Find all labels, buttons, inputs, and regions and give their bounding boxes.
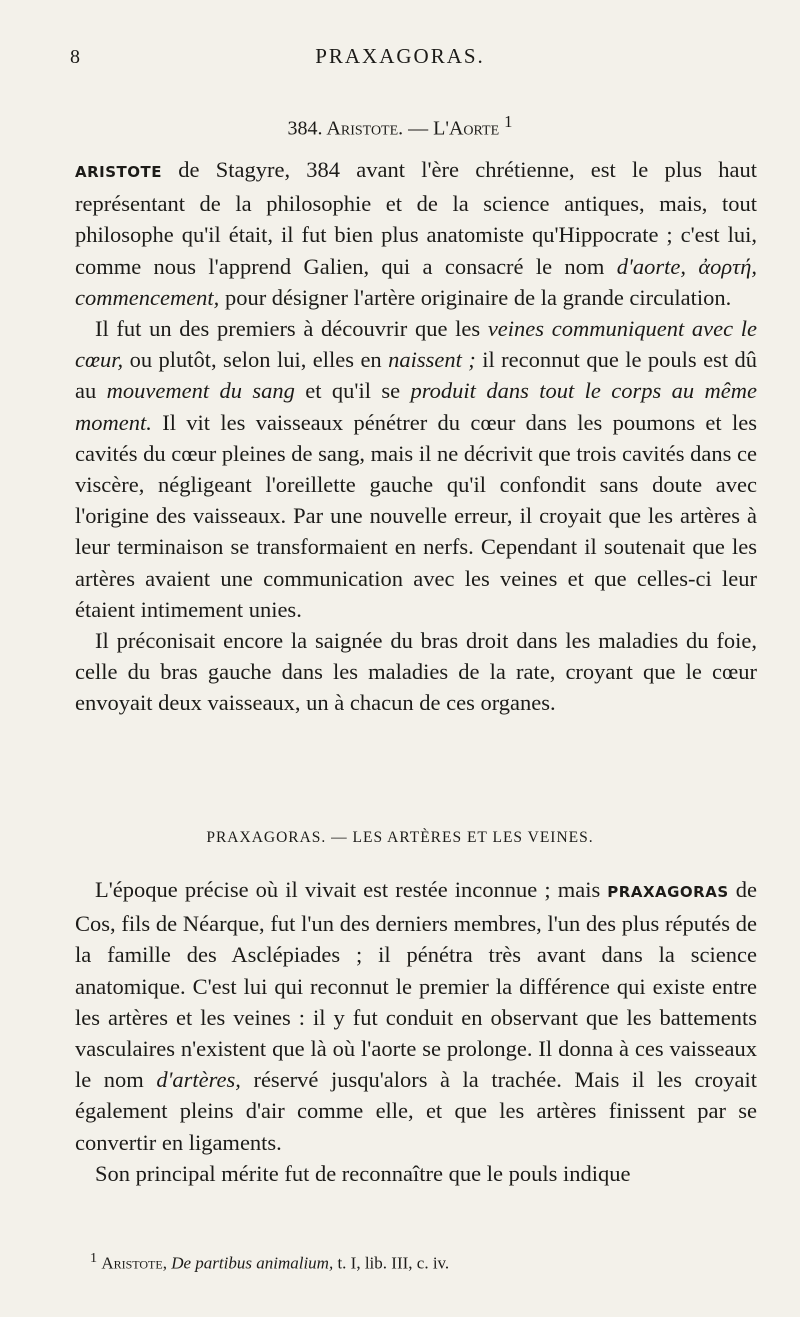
paragraph bbox=[75, 1158, 757, 1189]
text-run: de Cos, fils de Néarque, fut l'un des derniers membres, l'un des plus réputés de la famille des Asclépiades ; il pénétra très avant dans la science anatomique. C'est lui qui reconnut le premier la différence qui existe entre les artères et les veines : il y fut conduit en observant que les battements vasculaires n'existent que là où l'aorte se prolonge. Il donna à ces vaisseaux le nom bbox=[75, 877, 757, 1093]
italic-run: naissent ; bbox=[388, 347, 476, 373]
text-run: ou plutôt, selon lui, elles en bbox=[123, 347, 389, 373]
section-title-text: 384. Aristote. — L'Aorte bbox=[287, 117, 500, 140]
text-run: Il fut un des premiers à découvrir que les bbox=[95, 316, 488, 342]
text-run: pour désigner l'artère originaire de la grande circulation. bbox=[219, 284, 732, 310]
footnote-author: Aristote, bbox=[101, 1253, 167, 1273]
italic-run: d'aorte, bbox=[616, 253, 686, 279]
footnote bbox=[90, 1250, 449, 1274]
footnote-work: De partibus animalium, bbox=[171, 1253, 334, 1273]
running-head bbox=[0, 38, 800, 78]
text-run: Il vit les vaisseaux pénétrer du cœur dans les poumons et les cavités du cœur pleines de sang, mais il ne décrivit que trois cavités dans ce viscère, négligeant l'oreillette gauche qu'il confondit sans doute avec l'origine des vaisseaux. Par une nouvelle erreur, il croyait que les artères à leur terminaison se transformaient en nerfs. Cependant il soutenait que les artères avaient une communication avec les veines et que celles-ci leur étaient intimement unies. bbox=[75, 409, 757, 622]
text-run: Son principal mérite fut de reconnaître que le pouls indique bbox=[95, 1160, 631, 1186]
italic-run: veines communiquent avec le cœur, bbox=[75, 316, 758, 373]
text-run bbox=[686, 254, 698, 279]
paragraph bbox=[75, 874, 757, 1158]
text-run: réservé jusqu'alors à la trachée. Mais il les croyait également pleins d'air comme elle, et que les artères finissent par se convertir en ligaments. bbox=[75, 1067, 757, 1155]
text-run: de Stagyre, 384 avant l'ère chrétienne, est le plus haut représentant de la philosophie et de la science antiques, mais, tout philosophe qu'il était, il fut bien plus anatomiste qu'Hippocrate ; c'est lui, comme nous l'apprend Galien, qui a consacré le nom bbox=[75, 157, 757, 279]
footnote-reference-text: t. I, lib. III, c. iv. bbox=[337, 1253, 450, 1273]
page-number: 8 bbox=[70, 46, 80, 68]
text-run: L'époque précise où il vivait est restée inconnue ; mais bbox=[95, 877, 608, 902]
footnote-mark: 1 bbox=[90, 1250, 98, 1266]
paragraph bbox=[75, 313, 757, 625]
lead-name: ARISTOTE bbox=[75, 163, 163, 181]
running-title: PRAXAGORAS. bbox=[315, 44, 485, 68]
text-run: Il préconisait encore la saignée du bras droit dans les maladies du foie, celle du bras gauche dans les maladies de la rate, croyant que le cœur envoyait deux vaisseaux, un à chacun de ces organes. bbox=[75, 628, 757, 716]
section-title-text: PRAXAGORAS. — LES ARTÈRES ET LES VEINES. bbox=[206, 829, 594, 846]
text-run: et qu'il se bbox=[294, 378, 411, 404]
italic-run: mouvement du sang bbox=[106, 378, 295, 404]
section-body-aristote bbox=[75, 154, 757, 719]
italic-run: produit dans tout le corps au même moment. bbox=[75, 378, 757, 435]
paragraph bbox=[75, 625, 757, 719]
footnote-reference: 1 bbox=[504, 112, 513, 131]
italic-run: ἀορτή, bbox=[698, 253, 758, 279]
paragraph bbox=[75, 154, 757, 313]
italic-run: d'artères, bbox=[156, 1067, 241, 1093]
lead-name: PRAXAGORAS bbox=[607, 883, 729, 901]
italic-run: commencement, bbox=[75, 284, 220, 310]
text-run: il reconnut que le pouls est dû au bbox=[75, 347, 758, 404]
section-title-praxagoras bbox=[0, 829, 800, 847]
section-body-praxagoras bbox=[75, 874, 757, 1189]
section-title-aristote bbox=[0, 112, 800, 141]
